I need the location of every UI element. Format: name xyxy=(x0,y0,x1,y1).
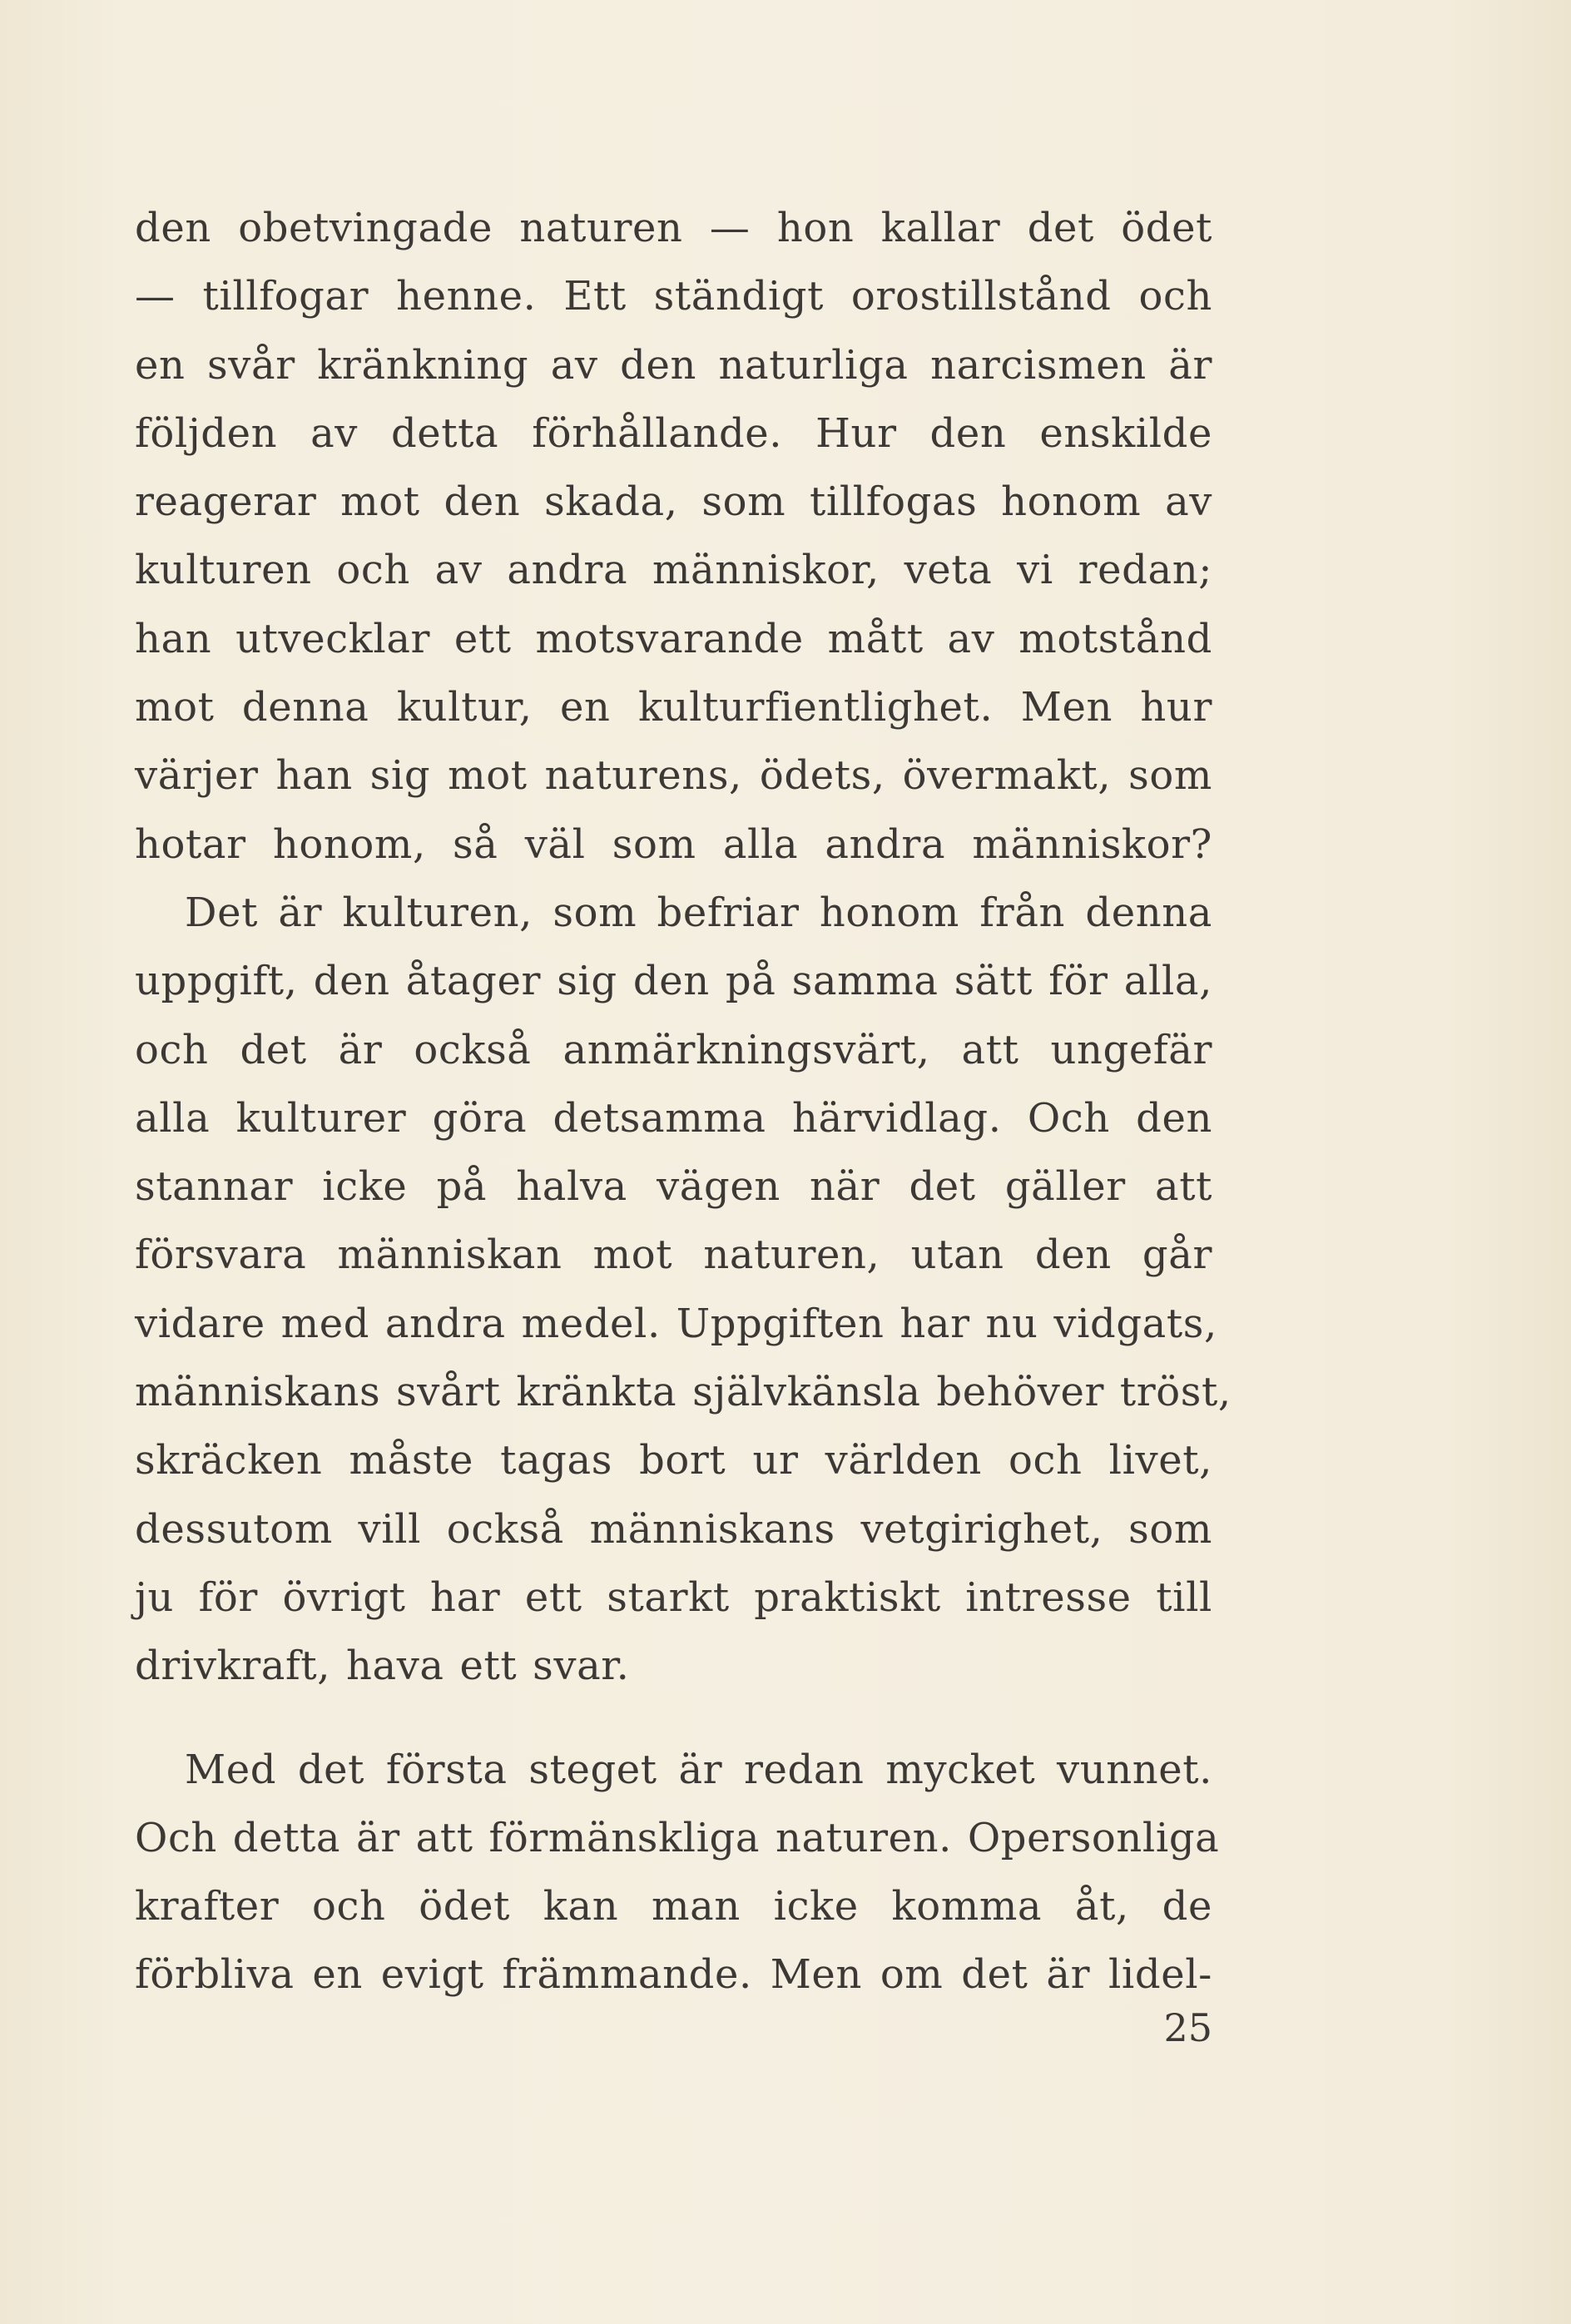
text-line: och det är också anmärkningsvärt, att ungefär xyxy=(135,1026,1212,1073)
text-line: ju för övrigt har ett starkt praktiskt intresse till xyxy=(135,1573,1212,1621)
text-line: skräcken måste tagas bort ur världen och livet, xyxy=(135,1437,1212,1484)
text-line: hotar honom, så väl som alla andra människor? xyxy=(135,820,1212,868)
page-number: 25 xyxy=(1163,2005,1212,2050)
text-line: krafter och ödet kan man icke komma åt, de xyxy=(135,1883,1212,1930)
text-line: försvara människan mot naturen, utan den går xyxy=(135,1231,1212,1279)
text-line: Det är kulturen, som befriar honom från denna xyxy=(185,889,1212,936)
text-line: människans svårt kränkta självkänsla behöver tröst, xyxy=(135,1369,1232,1416)
text-line: stannar icke på halva vägen när det gäller att xyxy=(135,1163,1212,1211)
text-line: dessutom vill också människans vetgirighet, som xyxy=(135,1505,1212,1553)
text-line: han utvecklar ett motsvarande mått av motstånd xyxy=(135,615,1212,662)
text-line: mot denna kultur, en kulturfientlighet. Men hur xyxy=(135,684,1212,731)
text-line: — tillfogar henne. Ett ständigt orostillstånd och xyxy=(135,273,1212,320)
text-line: förbliva en evigt främmande. Men om det är lidel- xyxy=(135,1951,1212,1999)
text-line: reagerar mot den skada, som tillfogas honom av xyxy=(135,478,1212,526)
text-line: uppgift, den åtager sig den på samma sätt för alla, xyxy=(135,958,1212,1005)
text-line: vidare med andra medel. Uppgiften har nu vidgats, xyxy=(135,1300,1217,1347)
text-line: värjer han sig mot naturens, ödets, övermakt, som xyxy=(135,752,1212,800)
text-line: kulturen och av andra människor, veta vi redan; xyxy=(135,547,1212,594)
text-line: den obetvingade naturen — hon kallar det ödet xyxy=(135,205,1212,251)
text-line: drivkraft, hava ett svar. xyxy=(135,1643,630,1690)
body-text xyxy=(135,194,1232,2009)
text-line: Med det första steget är redan mycket vunnet. xyxy=(185,1746,1212,1793)
paragraph-gap xyxy=(135,1701,1212,1736)
text-line: alla kulturer göra detsamma härvidlag. Och den xyxy=(135,1094,1212,1142)
text-line: Och detta är att förmänskliga naturen. Opersonliga xyxy=(135,1814,1220,1861)
text-line: följden av detta förhållande. Hur den enskilde xyxy=(135,409,1212,457)
text-line: en svår kränkning av den naturliga narcismen är xyxy=(135,341,1212,389)
